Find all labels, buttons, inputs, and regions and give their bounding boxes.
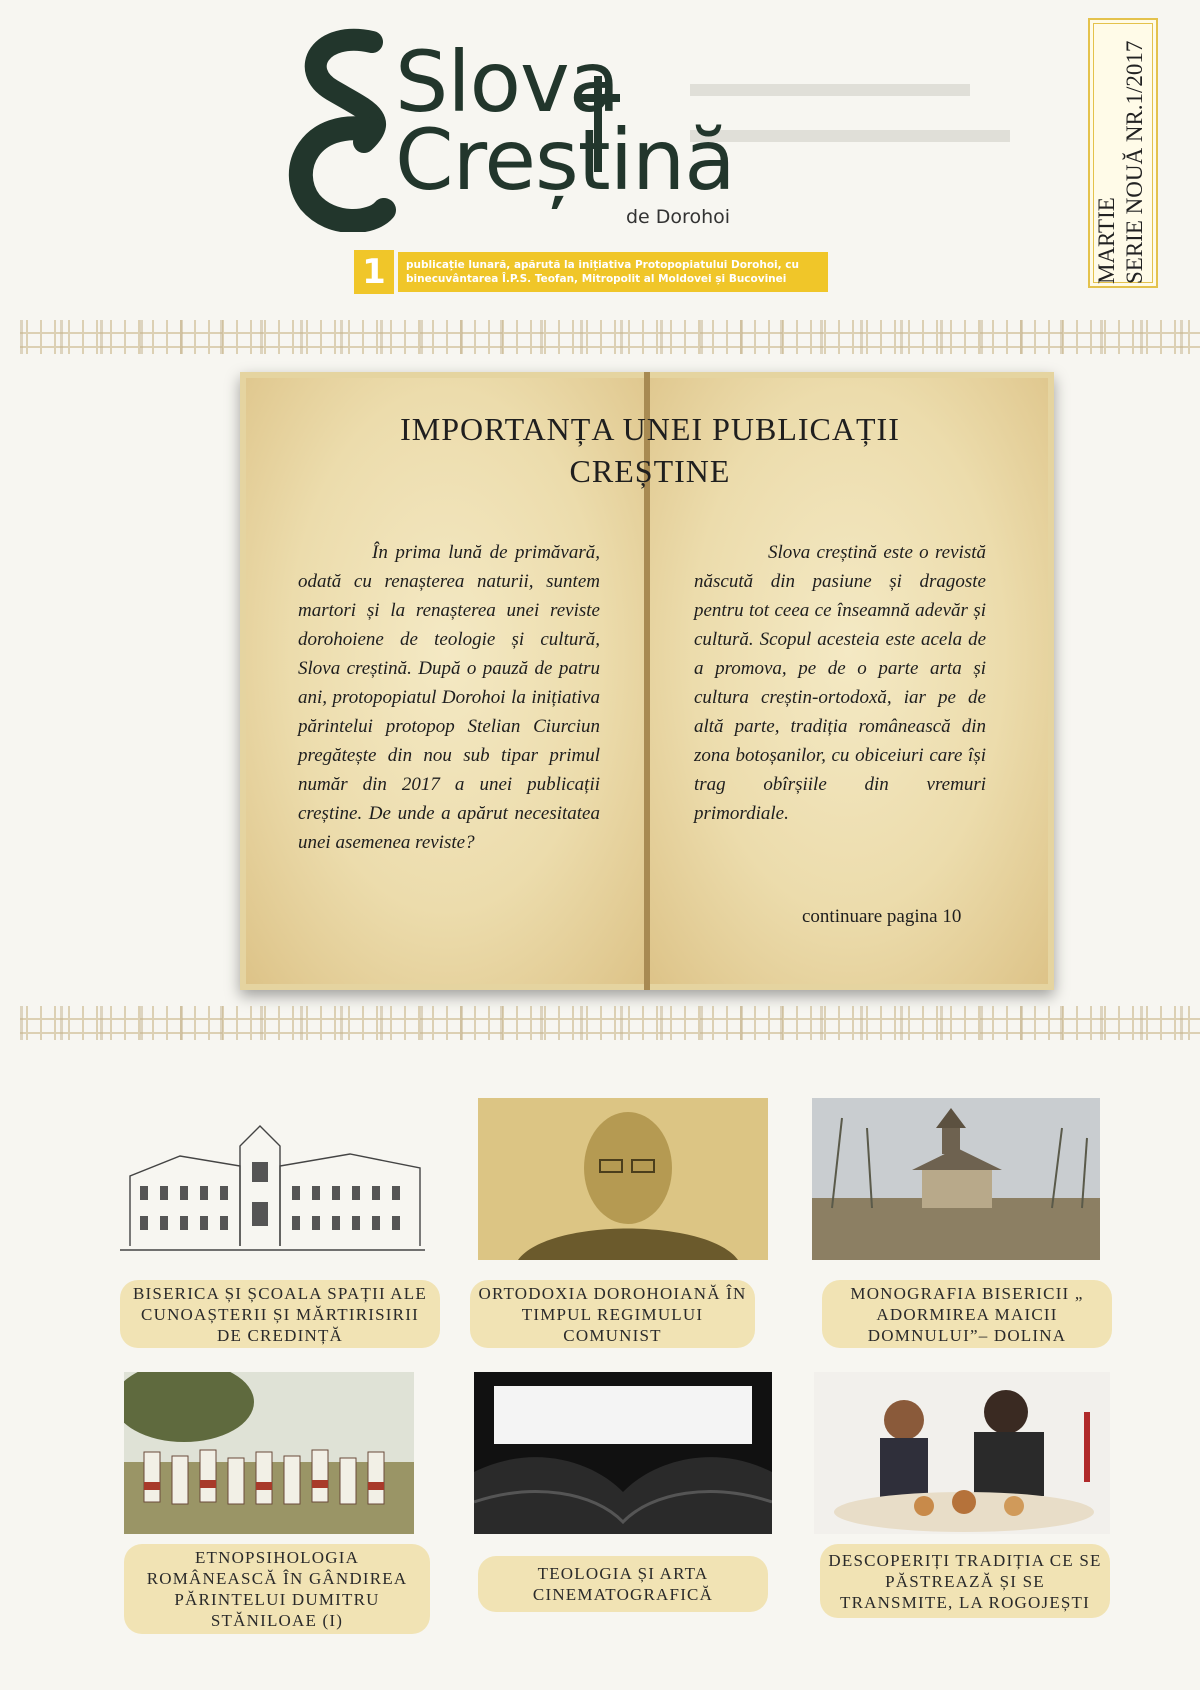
feature-image-priest-portrait[interactable] <box>478 1098 768 1260</box>
masthead-title-line2: Creștină <box>395 111 735 209</box>
feature-caption-2[interactable] <box>470 1280 755 1348</box>
feature-caption-1[interactable] <box>120 1280 440 1348</box>
edition-series: SERIE NOUĂ NR.1/2017 <box>1122 40 1147 284</box>
feature-caption-2-text: ORTODOXIA DOROHOIANĂ ÎN TIMPUL REGIMULUI COMUNIST <box>478 1283 747 1345</box>
feature-caption-5[interactable] <box>478 1556 768 1612</box>
feature-caption-3-text: MONOGRAFIA BISERICII „ ADORMIREA MAICII DOMNULUI”– DOLINA <box>850 1283 1084 1345</box>
portrait-drawing <box>478 1098 768 1260</box>
lead-article-left-column <box>298 538 600 857</box>
edition-box <box>1088 18 1158 288</box>
ornament-border-top <box>20 320 1200 354</box>
folk-dance-painting <box>124 1372 414 1534</box>
cinema-photo <box>474 1372 772 1534</box>
feature-caption-5-text: TEOLOGIA ȘI ARTA CINEMATOGRAFICĂ <box>532 1564 714 1604</box>
feature-image-school-sketch[interactable] <box>120 1106 425 1256</box>
lead-article-right-column <box>694 538 986 828</box>
school-sketch-drawing <box>120 1106 425 1256</box>
feature-image-folk-dance[interactable] <box>124 1372 414 1534</box>
issue-number-badge: 1 <box>354 250 394 294</box>
feature-image-wooden-church[interactable] <box>812 1098 1100 1260</box>
feature-image-family-tradition[interactable] <box>814 1372 1110 1534</box>
masthead-subtitle: de Dorohoi <box>626 206 731 228</box>
feature-image-cinema-seats[interactable] <box>474 1372 772 1534</box>
feature-caption-3[interactable] <box>822 1280 1112 1348</box>
feature-caption-1-text: BISERICA ȘI ȘCOALA SPAȚII ALE CUNOAȘTERII ȘI MĂRTIRISIRII DE CREDINȚĂ <box>133 1283 427 1345</box>
lead-article-right-text: Slova creștină este o revistă născută din pasiune și dragoste pentru tot ceea ce înseamnă adevăr și cultură. Scopul acesteia este acela de a promova, pe de o parte arta și cultura creștin-ortodoxă, iar pe de altă parte, tradiția românească din zona botoșanilor, cu obiceiuri care își trag obîrșiile din vremuri primordiale. <box>694 542 986 824</box>
edition-label <box>1093 20 1157 284</box>
masthead-title-line1: Slova <box>395 33 620 131</box>
feature-caption-4[interactable] <box>124 1544 430 1634</box>
feature-caption-6-text: DESCOPERIȚI TRADIȚIA CE SE PĂSTREAZĂ ȘI SE TRANSMITE, LA ROGOJEȘTI <box>828 1550 1102 1612</box>
continue-page-link[interactable]: continuare pagina 10 <box>802 906 962 927</box>
edition-month: MARTIE <box>1094 197 1119 284</box>
church-photo <box>812 1098 1100 1260</box>
lead-article-title: IMPORTANȚA UNEI PUBLICAȚII CREȘTINE <box>400 411 900 489</box>
masthead-tagline: publicație lunară, apărută la inițiativa Protopopiatului Dorohoi, cu binecuvântarea Î.P.S. Teofan, Mitropolit al Moldovei și Bucovinei <box>398 252 828 292</box>
ornament-border-bottom <box>20 1006 1200 1040</box>
lead-article-left-text: În prima lună de primăvară, odată cu renașterea naturii, suntem martori și la renașterea unei reviste dorohoiene de teologie și cultură, Slova creștină. După o pauză de patru ani, protopopiatul Dorohoi la inițiativa părintelui protopop Stelian Ciurciun pregătește din nou sub tipar primul număr din 2017 a unei publicații creștine. De unde a apărut necesitatea unei asemenea reviste? <box>298 542 600 853</box>
feature-caption-4-text: ETNOPSIHOLOGIA ROMÂNEASCĂ ÎN GÂNDIREA PĂRINTELUI DUMITRU STĂNILOAE (I) <box>146 1548 408 1630</box>
family-photo <box>814 1372 1110 1534</box>
show-through-text: ▬▬▬▬▬▬▬ ▬▬▬▬▬▬▬▬ <box>690 60 1010 151</box>
feature-caption-6[interactable] <box>820 1544 1110 1618</box>
